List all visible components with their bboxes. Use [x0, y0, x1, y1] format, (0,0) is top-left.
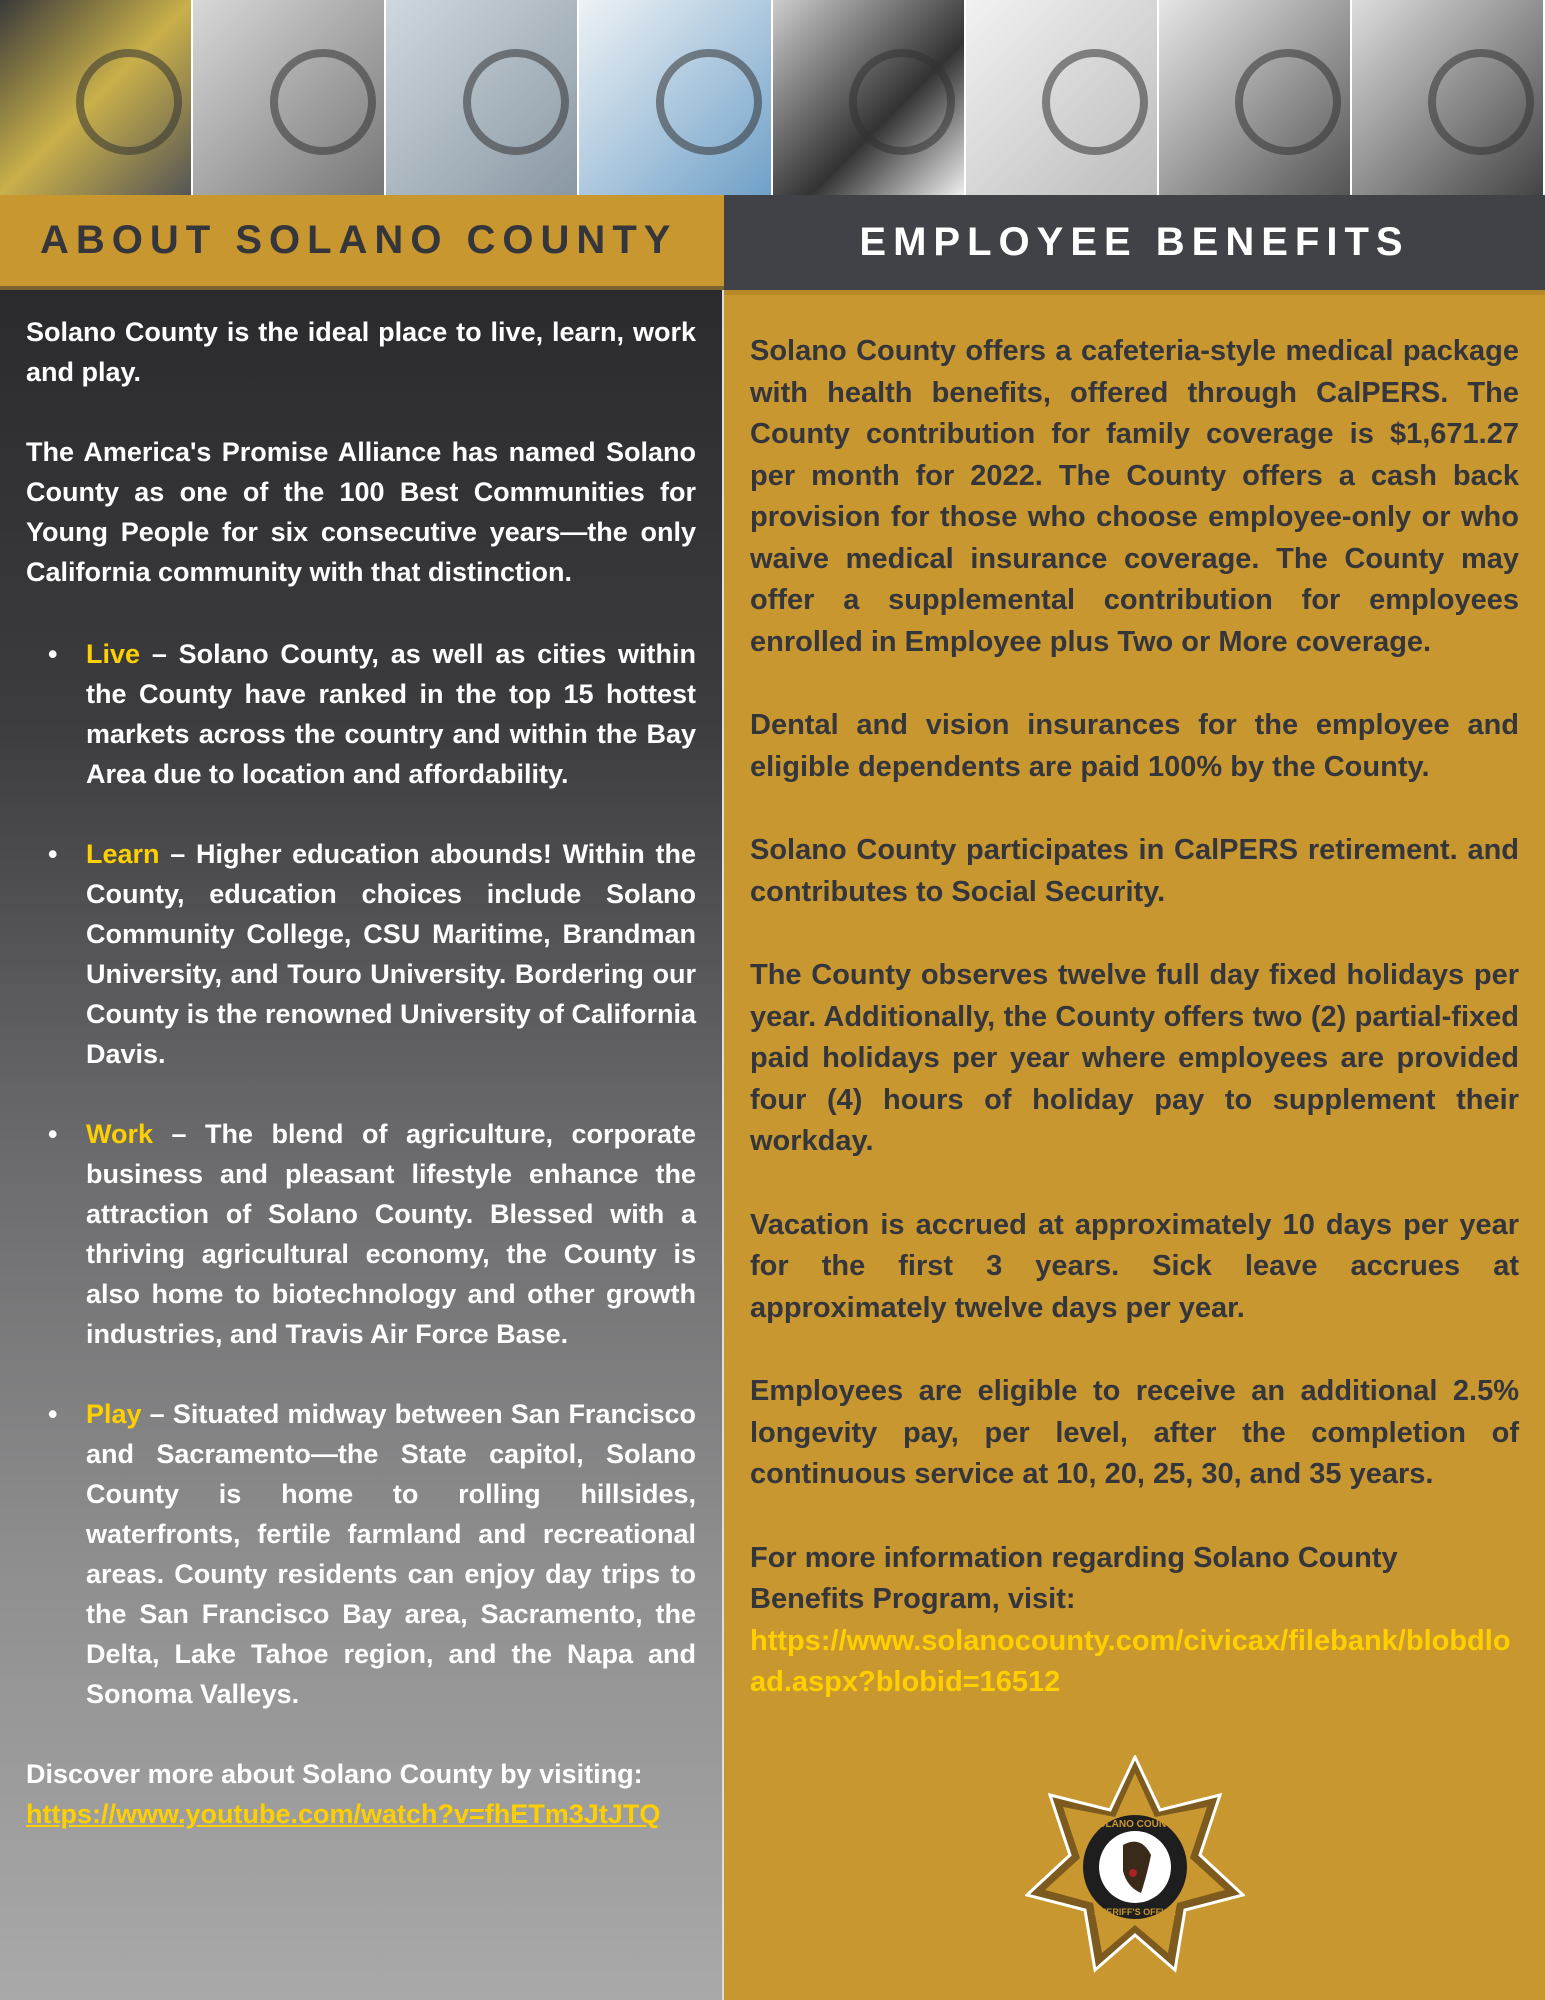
keyword: Play — [86, 1399, 142, 1429]
list-item-live — [26, 634, 696, 794]
evidence-ruler-photo — [773, 0, 966, 195]
fingerprint-form-photo — [1352, 0, 1545, 195]
magnifier-form-photo — [579, 0, 772, 195]
keyword: Learn — [86, 839, 160, 869]
youtube-link[interactable]: https://www.youtube.com/watch?v=fhETm3JtJTQ — [26, 1799, 661, 1829]
intro-text: Solano County is the ideal place to live, learn, work and play. — [26, 317, 696, 387]
police-tape-photo — [0, 0, 193, 195]
holidays-text: The County observes twelve full day fixed holidays per year. Additionally, the County offers two (2) partial-fixed paid holidays per year where employees are provided four (4) hours of holiday pay to supplement their workday. — [750, 959, 1519, 1157]
photo-strip — [0, 0, 1545, 195]
list-item-play — [26, 1394, 696, 1714]
item-text: – Higher education abounds! Within the County, education choices include Solano Community College, CSU Maritime, Brandman University, and Touro University. Bordering our County is the renowned University of California Davis. — [86, 839, 696, 1069]
longevity-text: Employees are eligible to receive an additional 2.5% longevity pay, per level, after the completion of continuous service at 10, 20, 25, 30, and 35 years. — [750, 1375, 1519, 1490]
about-section — [0, 290, 724, 2000]
list-item-work — [26, 1114, 696, 1354]
about-heading: ABOUT SOLANO COUNTY — [0, 195, 724, 290]
keyword: Live — [86, 639, 141, 669]
keyword: Work — [86, 1119, 154, 1149]
vacation-text: Vacation is accrued at approximately 10 days per year for the first 3 years. Sick leave accrues at approximately twelve days per year. — [750, 1208, 1519, 1324]
benefits-section — [724, 290, 1545, 2000]
svg-text:SOLANO COUNTY: SOLANO COUNTY — [1091, 1819, 1179, 1830]
magnifier-fingerprint-photo — [1159, 0, 1352, 195]
sheriff-badge-logo — [1025, 1755, 1245, 1975]
more-info-text: For more information regarding Solano County Benefits Program, visit: — [750, 1541, 1398, 1615]
svg-text:SHERIFF'S OFFICE: SHERIFF'S OFFICE — [1093, 1907, 1177, 1917]
fingerprint-card-photo — [966, 0, 1159, 195]
retirement-text: Solano County participates in CalPERS retirement. and contributes to Social Security. — [750, 834, 1519, 908]
benefits-link[interactable]: https://www.solanocounty.com/civicax/filebank/blobdload.aspx?blobid=16512 — [750, 1624, 1511, 1698]
item-text: – Solano County, as well as cities within the County have ranked in the top 15 hottest markets across the country and within the Bay Area due to location and affordability. — [86, 639, 696, 789]
list-item-learn — [26, 834, 696, 1074]
medical-text: Solano County offers a cafeteria-style medical package with health benefits, offered through CalPERS. The County contribution for family coverage is $1,671.27 per month for 2022. The County offers a cash back provision for those who choose employee-only or who waive medical insurance coverage. The County may offer a supplemental contribution for employees enrolled in Employee plus Two or More coverage. — [750, 335, 1519, 658]
dental-text: Dental and vision insurances for the employee and eligible dependents are paid 100% by the County. — [750, 709, 1519, 783]
highlights-list — [26, 634, 696, 1714]
fingerprint-photo — [386, 0, 579, 195]
alliance-text: The America's Promise Alliance has named Solano County as one of the 100 Best Communities for Young People for six consecutive years—the only California community with that distinction. — [26, 437, 696, 587]
item-text: – Situated midway between San Francisco and Sacramento—the State capitol, Solano County is home to rolling hillsides, waterfronts, fertile farmland and recreational areas. County residents can enjoy day trips to the San Francisco Bay area, Sacramento, the Delta, Lake Tahoe region, and the Napa and Sonoma Valleys. — [86, 1399, 696, 1709]
fingerprint-magnifier-photo — [193, 0, 386, 195]
item-text: – The blend of agriculture, corporate business and pleasant lifestyle enhance the attraction of Solano County. Blessed with a thriving agricultural economy, the County is also home to biotechnology and other growth industries, and Travis Air Force Base. — [86, 1119, 696, 1349]
discover-text: Discover more about Solano County by visiting: — [26, 1759, 643, 1789]
benefits-heading: EMPLOYEE BENEFITS — [724, 195, 1545, 290]
